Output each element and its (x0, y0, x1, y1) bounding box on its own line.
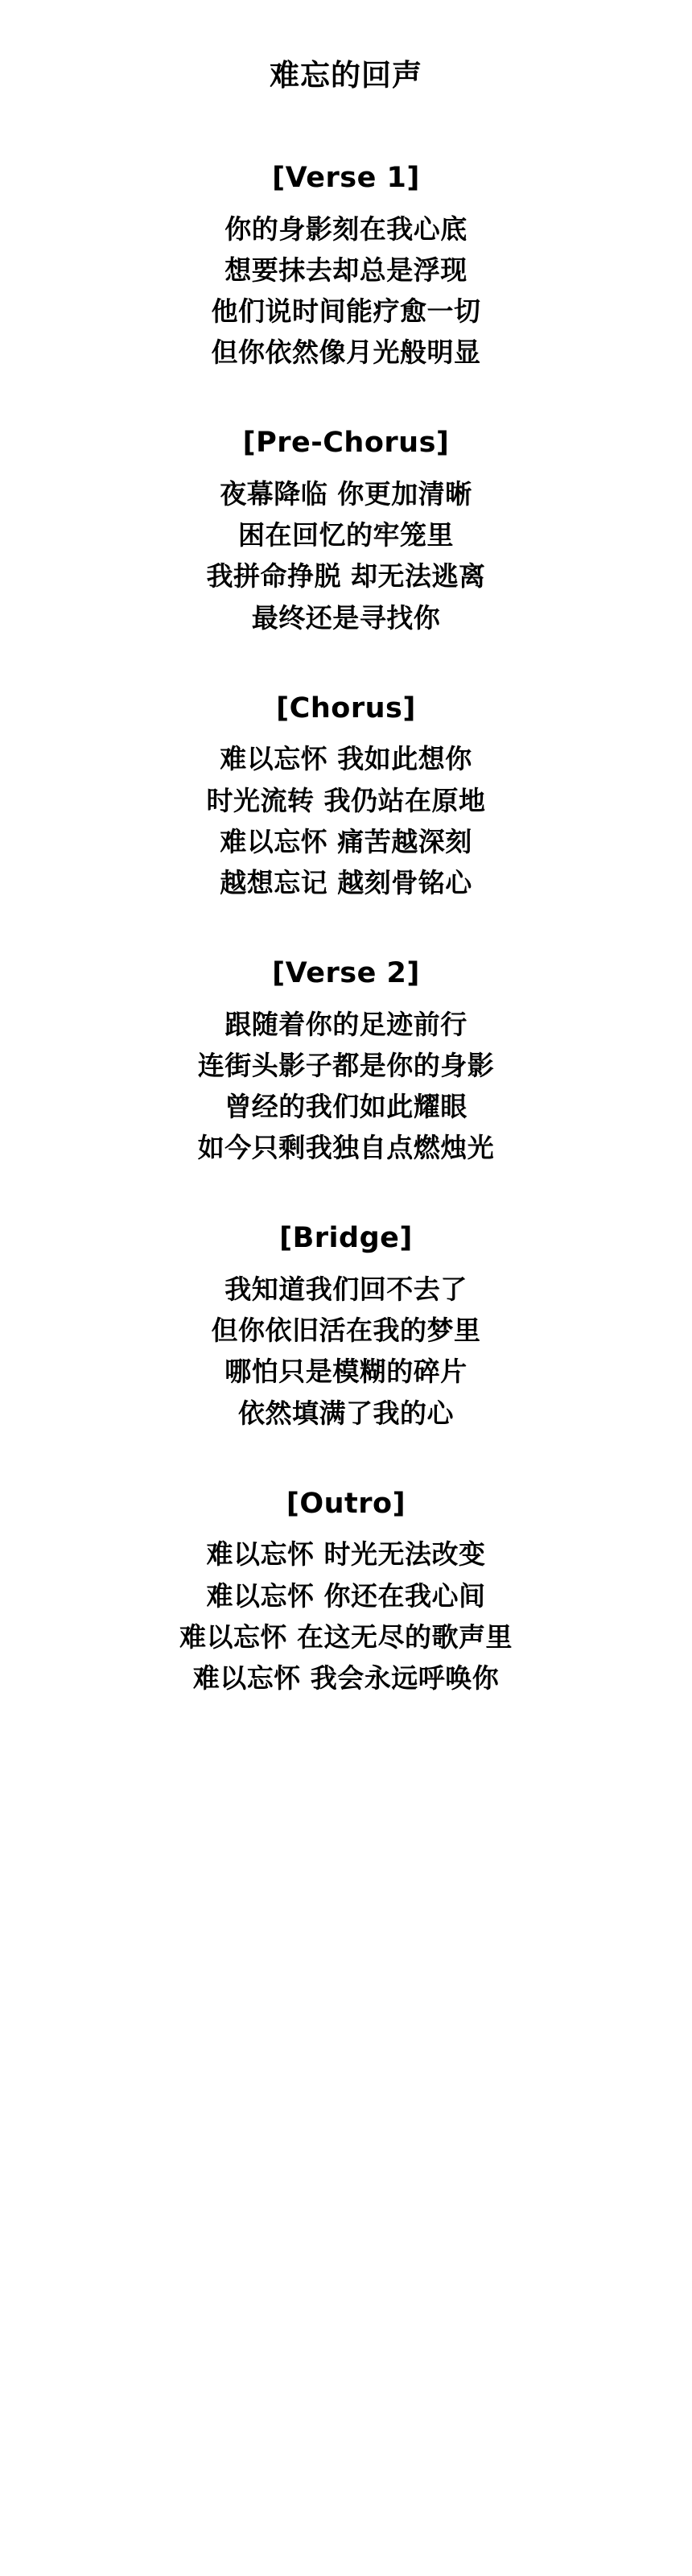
lyric-line: 我知道我们回不去了 (224, 1274, 468, 1306)
lyric-line: 哪怕只是模糊的碎片 (224, 1356, 468, 1388)
section-label: [Verse 2] (272, 957, 420, 990)
section-label: [Outro] (286, 1487, 406, 1520)
lyrics-section (32, 688, 660, 903)
lyric-line: 时光流转 我仍站在原地 (206, 784, 486, 816)
section-label: [Pre-Chorus] (242, 427, 450, 460)
lyric-line: 他们说时间能疗愈一切 (211, 295, 481, 328)
lyric-line: 我拼命挣脱 却无法逃离 (206, 560, 486, 592)
lyrics-section (32, 953, 660, 1168)
lyric-line: 如今只剩我独自点燃烛光 (197, 1132, 495, 1164)
lyric-line: 曾经的我们如此耀眼 (224, 1091, 468, 1123)
lyric-line: 连街头影子都是你的身影 (197, 1049, 495, 1081)
lyric-line: 难以忘怀 在这无尽的歌声里 (179, 1620, 513, 1653)
lyric-line: 但你依旧活在我的梦里 (211, 1315, 481, 1347)
lyrics-section (32, 1484, 660, 1699)
section-label: [Chorus] (276, 691, 416, 724)
lyric-line: 困在回忆的牢笼里 (238, 519, 454, 551)
lyric-line: 跟随着你的足迹前行 (224, 1008, 468, 1040)
page-title: 难忘的回声 (270, 58, 422, 93)
lyric-line: 夜幕降临 你更加清晰 (220, 478, 472, 510)
lyric-line: 想要抹去却总是浮现 (224, 254, 468, 286)
lyrics-section (32, 158, 660, 373)
lyric-line: 依然填满了我的心 (238, 1397, 454, 1429)
lyric-line: 难以忘怀 我会永远呼唤你 (192, 1662, 500, 1694)
lyric-line: 越想忘记 越刻骨铭心 (220, 866, 472, 898)
lyric-line: 难以忘怀 我如此想你 (220, 743, 472, 775)
lyric-line: 难以忘怀 时光无法改变 (206, 1538, 486, 1571)
lyric-line: 难以忘怀 痛苦越深刻 (220, 825, 472, 857)
lyric-line: 难以忘怀 你还在我心间 (206, 1579, 486, 1612)
lyric-line: 但你依然像月光般明显 (211, 336, 481, 369)
section-label: [Verse 1] (272, 162, 420, 195)
section-label: [Bridge] (279, 1222, 413, 1255)
lyric-line: 你的身影刻在我心底 (224, 213, 468, 245)
lyrics-sections (32, 158, 660, 1699)
lyric-line: 最终还是寻找你 (251, 601, 441, 634)
lyrics-section (32, 423, 660, 638)
lyrics-section (32, 1218, 660, 1433)
